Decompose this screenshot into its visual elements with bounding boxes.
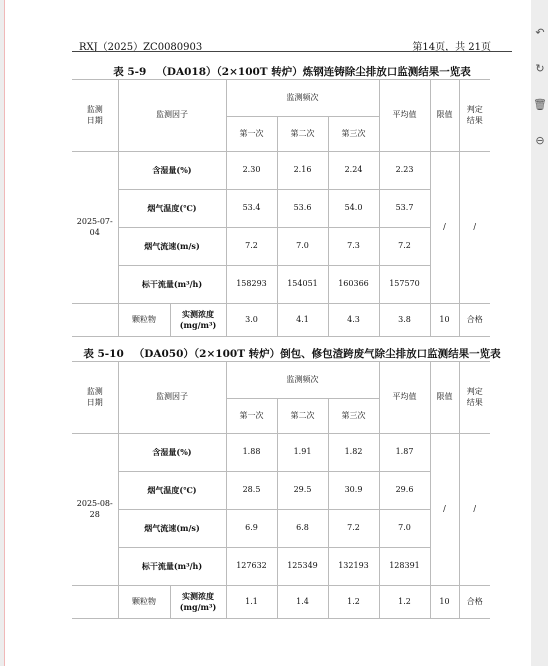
- table-row: [72, 434, 490, 472]
- result-cell: /: [459, 152, 490, 304]
- col-date-header: 监测日期: [72, 80, 118, 152]
- limit-cell: 10: [430, 586, 459, 619]
- value-cell: 160366: [328, 266, 379, 304]
- viewer-sidebar: [530, 26, 548, 170]
- col-factor-header: 监测因子: [118, 80, 226, 152]
- value-cell: 158293: [226, 266, 277, 304]
- col-1-header: 第一次: [226, 399, 277, 434]
- table-caption: [72, 346, 512, 361]
- col-2-header: 第二次: [277, 399, 328, 434]
- result-cell: /: [459, 434, 490, 586]
- refresh-icon[interactable]: ↻: [535, 62, 545, 75]
- col-avg-header: 平均值: [379, 362, 430, 434]
- table-row: [72, 228, 490, 266]
- avg-cell: 1.87: [379, 434, 430, 472]
- table-row: [72, 510, 490, 548]
- date-cell: 2025-08-28: [72, 434, 118, 586]
- table-row: [72, 266, 490, 304]
- value-cell: 7.2: [328, 510, 379, 548]
- table-row: [72, 304, 490, 337]
- pollutant-cell: 颗粒物: [118, 586, 170, 619]
- col-freq-header: 监测频次: [226, 362, 379, 399]
- value-cell: 3.0: [226, 304, 277, 337]
- table-row: [72, 586, 490, 619]
- value-cell: 54.0: [328, 190, 379, 228]
- value-cell: 53.4: [226, 190, 277, 228]
- col-result-header: 判定结果: [459, 80, 490, 152]
- avg-cell: 3.8: [379, 304, 430, 337]
- concentration-label: 实测浓度(mg/m³): [170, 304, 226, 337]
- pollutant-cell: 颗粒物: [118, 304, 170, 337]
- col-date-header: 监测日期: [72, 362, 118, 434]
- avg-cell: 157570: [379, 266, 430, 304]
- value-cell: 29.5: [277, 472, 328, 510]
- value-cell: 125349: [277, 548, 328, 586]
- factor-cell: 烟气流速(m/s): [118, 510, 226, 548]
- caption-text: （DA050）（2×100T 转炉）倒包、修包渣跨废气除尘排放口监测结果一览表: [133, 348, 501, 360]
- avg-cell: 2.23: [379, 152, 430, 190]
- caption-number: 表 5-10: [83, 348, 124, 360]
- col-3-header: 第三次: [328, 117, 379, 152]
- col-limit-header: 限值: [430, 80, 459, 152]
- factor-cell: 烟气流速(m/s): [118, 228, 226, 266]
- value-cell: 6.9: [226, 510, 277, 548]
- value-cell: 2.30: [226, 152, 277, 190]
- col-freq-header: 监测频次: [226, 80, 379, 117]
- value-cell: 1.1: [226, 586, 277, 619]
- col-1-header: 第一次: [226, 117, 277, 152]
- value-cell: 1.88: [226, 434, 277, 472]
- value-cell: 28.5: [226, 472, 277, 510]
- factor-cell: 烟气温度(℃): [118, 472, 226, 510]
- factor-cell: 含湿量(%): [118, 434, 226, 472]
- table-row: [72, 472, 490, 510]
- page-number: 第14页，共 21页: [412, 42, 491, 53]
- avg-cell: 1.2: [379, 586, 430, 619]
- factor-cell: 烟气温度(℃): [118, 190, 226, 228]
- empty-cell: [72, 304, 118, 337]
- value-cell: 4.3: [328, 304, 379, 337]
- date-cell: 2025-07-04: [72, 152, 118, 304]
- empty-cell: [72, 586, 118, 619]
- result-cell: 合格: [459, 586, 490, 619]
- monitoring-table: [72, 79, 490, 337]
- concentration-label: 实测浓度(mg/m³): [170, 586, 226, 619]
- value-cell: 127632: [226, 548, 277, 586]
- result-cell: 合格: [459, 304, 490, 337]
- header-rule: [72, 51, 512, 52]
- undo-icon[interactable]: ↶: [535, 26, 545, 39]
- limit-cell: /: [430, 152, 459, 304]
- table-row: [72, 548, 490, 586]
- value-cell: 4.1: [277, 304, 328, 337]
- caption-text: （DA018）（2×100T 转炉）炼钢连铸除尘排放口监测结果一览表: [156, 66, 471, 78]
- value-cell: 53.6: [277, 190, 328, 228]
- value-cell: 30.9: [328, 472, 379, 510]
- table-row: [72, 152, 490, 190]
- limit-cell: 10: [430, 304, 459, 337]
- value-cell: 1.2: [328, 586, 379, 619]
- limit-cell: /: [430, 434, 459, 586]
- value-cell: 1.4: [277, 586, 328, 619]
- col-limit-header: 限值: [430, 362, 459, 434]
- value-cell: 2.16: [277, 152, 328, 190]
- value-cell: 1.82: [328, 434, 379, 472]
- factor-cell: 含湿量(%): [118, 152, 226, 190]
- value-cell: 154051: [277, 266, 328, 304]
- factor-cell: 标干流量(m³/h): [118, 266, 226, 304]
- caption-number: 表 5-9: [113, 66, 147, 78]
- table-row: [72, 190, 490, 228]
- avg-cell: 7.0: [379, 510, 430, 548]
- minus-icon[interactable]: ⊖: [535, 134, 545, 147]
- col-factor-header: 监测因子: [118, 362, 226, 434]
- value-cell: 2.24: [328, 152, 379, 190]
- delete-icon[interactable]: 🗑: [533, 98, 547, 111]
- value-cell: 7.2: [226, 228, 277, 266]
- col-2-header: 第二次: [277, 117, 328, 152]
- value-cell: 7.3: [328, 228, 379, 266]
- avg-cell: 53.7: [379, 190, 430, 228]
- col-3-header: 第三次: [328, 399, 379, 434]
- avg-cell: 29.6: [379, 472, 430, 510]
- avg-cell: 128391: [379, 548, 430, 586]
- value-cell: 7.0: [277, 228, 328, 266]
- value-cell: 132193: [328, 548, 379, 586]
- factor-cell: 标干流量(m³/h): [118, 548, 226, 586]
- col-result-header: 判定结果: [459, 362, 490, 434]
- value-cell: 1.91: [277, 434, 328, 472]
- value-cell: 6.8: [277, 510, 328, 548]
- doc-id: RXJ（2025）ZC0080903: [79, 42, 203, 53]
- col-avg-header: 平均值: [379, 80, 430, 152]
- avg-cell: 7.2: [379, 228, 430, 266]
- table-caption: [72, 64, 512, 79]
- monitoring-table: [72, 361, 490, 619]
